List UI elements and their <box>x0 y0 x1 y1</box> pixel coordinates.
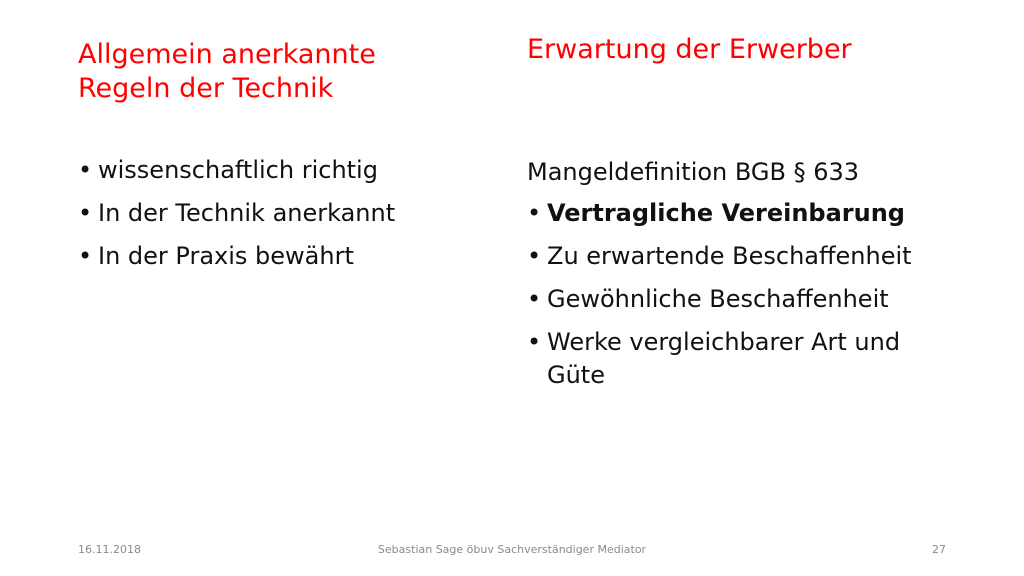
bullet-icon: • <box>527 328 542 356</box>
right-intro: Mangeldefinition BGB § 633 <box>527 158 860 186</box>
left-bullet-item <box>78 197 478 230</box>
left-heading: Allgemein anerkannte Regeln der Technik <box>78 39 376 104</box>
left-bullet-item <box>78 154 478 187</box>
right-bullet-item <box>527 283 947 316</box>
right-bullet-item <box>527 197 947 230</box>
bullet-text: wissenschaftlich richtig <box>98 156 378 184</box>
right-bullet-item <box>527 240 947 273</box>
left-bullet-list <box>78 154 478 273</box>
footer-page-number: 27 <box>932 543 946 556</box>
footer-presenter: Sebastian Sage öbuv Sachverständiger Mediator <box>377 543 647 556</box>
right-heading: Erwartung der Erwerber <box>527 34 852 65</box>
left-body <box>78 154 478 283</box>
bullet-text: Zu erwartende Beschaffenheit <box>547 242 912 270</box>
bullet-icon: • <box>527 242 542 270</box>
bullet-text: Gewöhnliche Beschaffenheit <box>547 285 889 313</box>
footer-date: 16.11.2018 <box>78 543 141 556</box>
bullet-text: Vertragliche Vereinbarung <box>547 199 905 227</box>
left-bullet-item <box>78 240 478 273</box>
bullet-icon: • <box>78 242 93 270</box>
bullet-icon: • <box>78 156 93 184</box>
bullet-icon: • <box>527 199 542 227</box>
bullet-icon: • <box>527 285 542 313</box>
right-bullet-item <box>527 326 947 392</box>
bullet-icon: • <box>78 199 93 227</box>
right-bullet-list <box>527 197 947 392</box>
bullet-text: In der Praxis bewährt <box>98 242 354 270</box>
right-body <box>527 154 947 402</box>
bullet-text: Werke vergleichbarer Art und Güte <box>547 328 901 389</box>
bullet-text: In der Technik anerkannt <box>98 199 396 227</box>
